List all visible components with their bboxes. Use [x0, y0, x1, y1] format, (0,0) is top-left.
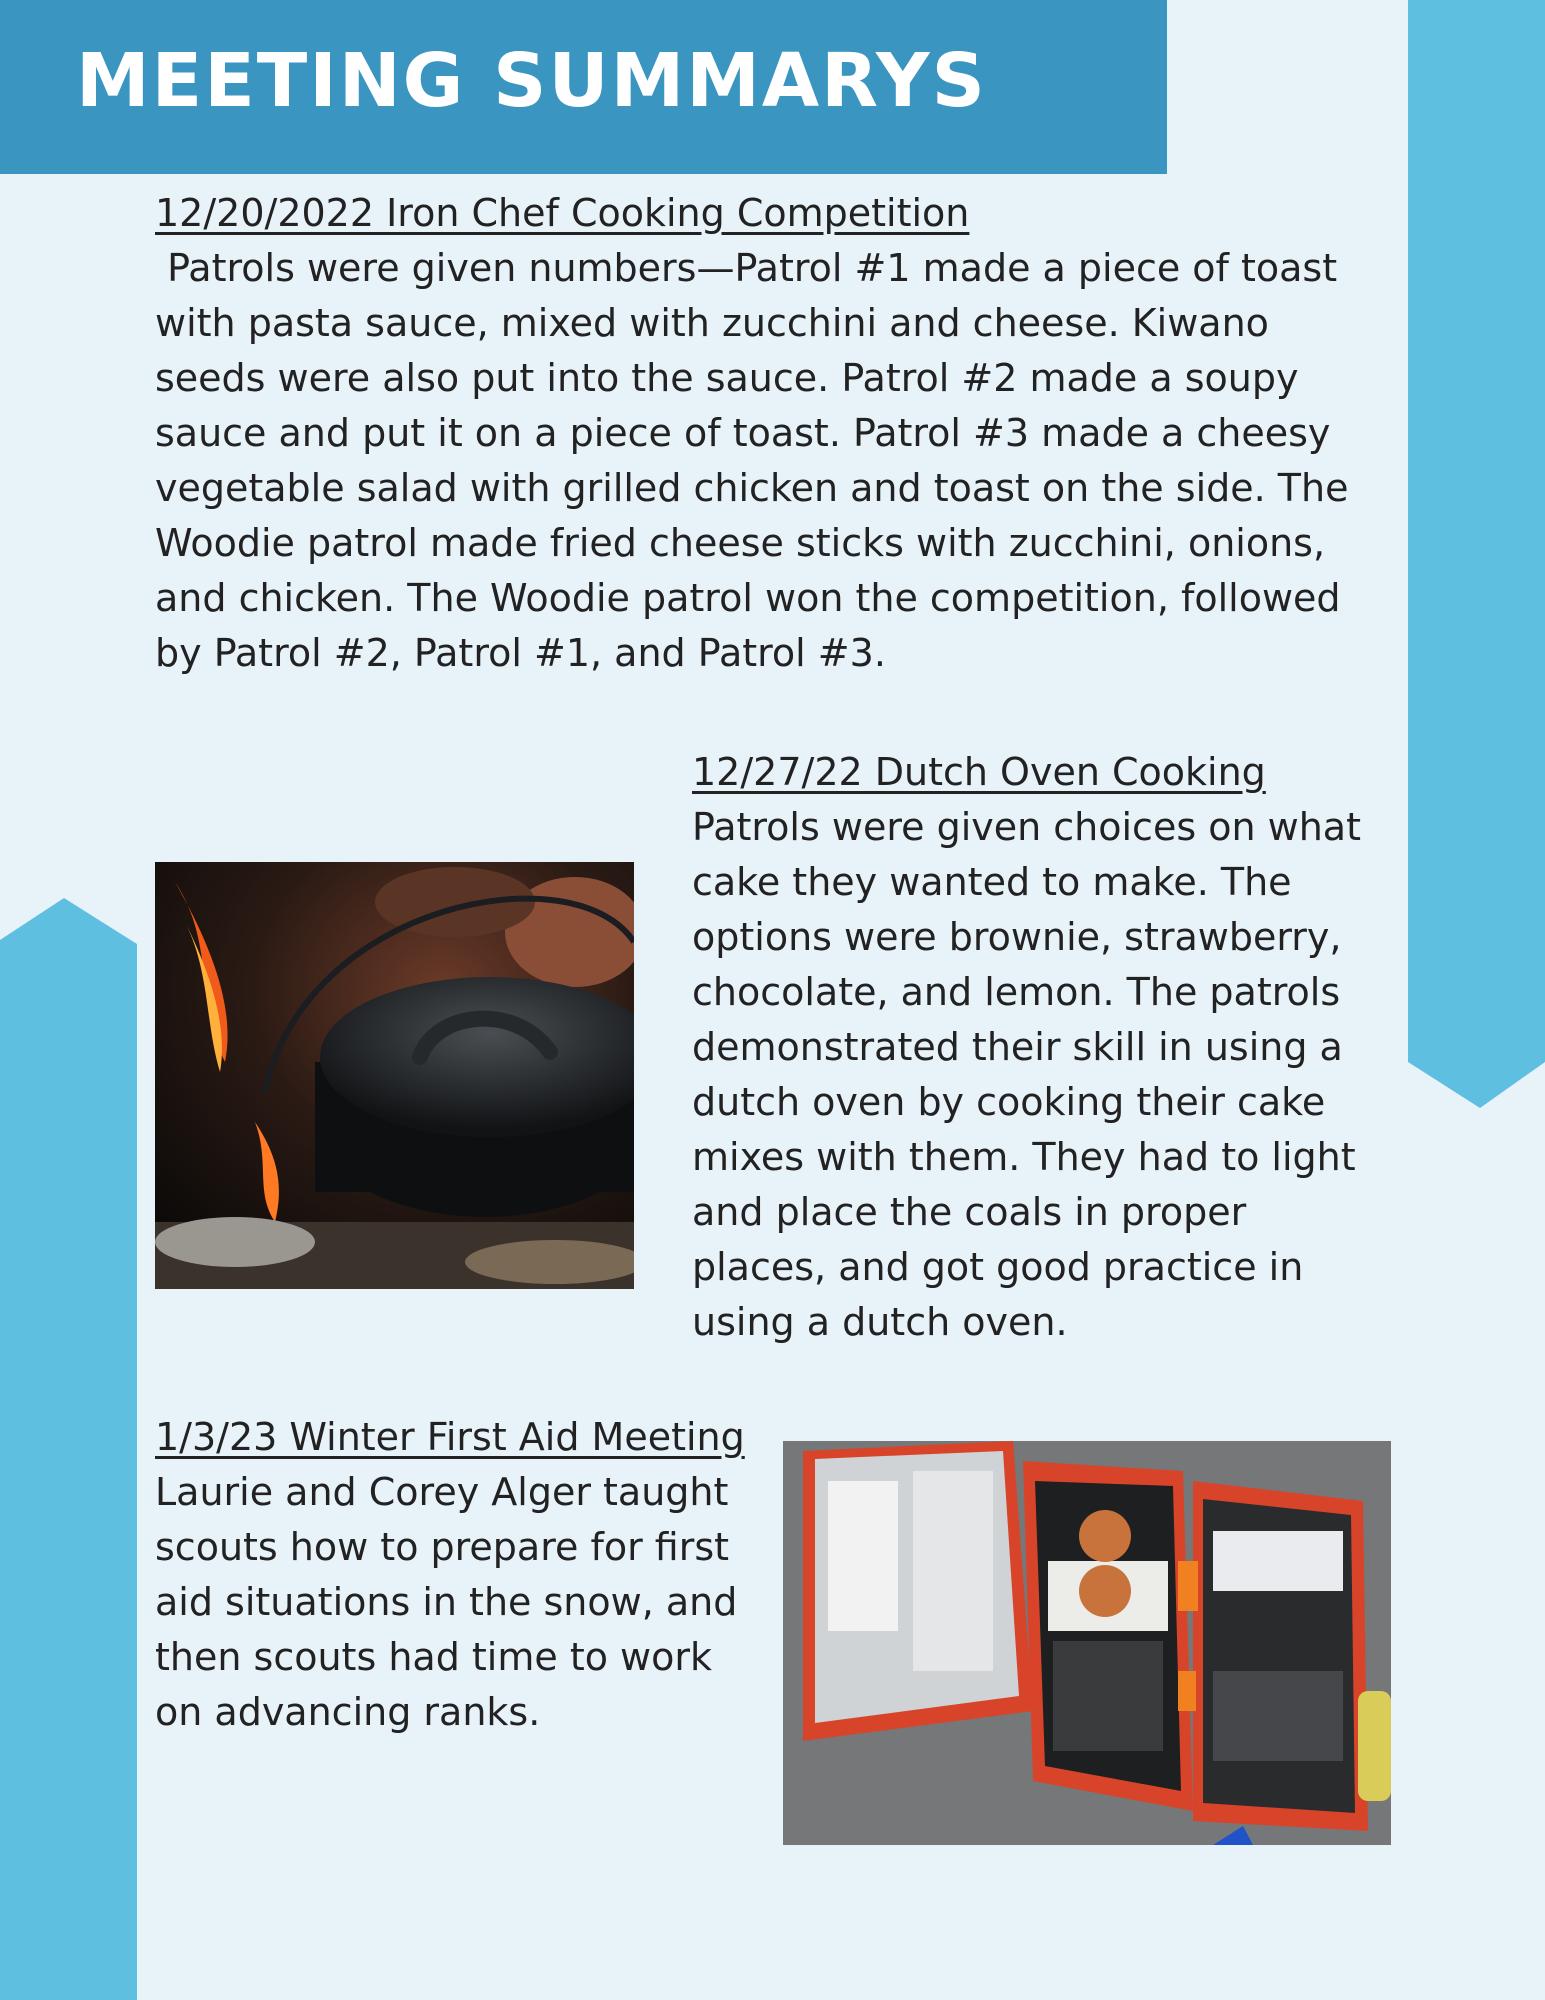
- dutch-oven-photo: [155, 862, 634, 1289]
- section-body: Patrols were given numbers—Patrol #1 made a piece of toast with pasta sauce, mixed with zucchini and cheese. Kiwano seeds were also put into the sauce. Patrol #2 made a soupy sauce and put it on a piece of toast. Patrol #3 made a cheesy vegetable salad with grilled chicken and toast on the side. The Woodie patrol made fried cheese sticks with zucchini, onions, and chicken. The Woodie patrol won the competition, followed by Patrol #2, Patrol #1, and Patrol #3.: [155, 246, 1361, 675]
- section-winter-first-aid: [155, 1410, 765, 1740]
- section-body: Patrols were given choices on what cake they wanted to make. The options were brownie, strawberry, chocolate, and lemon. The patrols demonstrated their skill in using a dutch oven by cooking their cake mixes with them. They had to light and place the coals in proper places, and got good practice in using a dutch oven.: [692, 805, 1361, 1344]
- section-heading: 12/20/2022 Iron Chef Cooking Competition: [155, 191, 970, 235]
- left-ribbon-decoration: [0, 898, 137, 2000]
- section-iron-chef: [155, 186, 1360, 681]
- first-aid-kit-photo: [783, 1441, 1391, 1845]
- section-heading: 12/27/22 Dutch Oven Cooking: [692, 750, 1266, 794]
- header-band: [0, 0, 1167, 174]
- right-ribbon-decoration: [1408, 0, 1545, 1108]
- section-dutch-oven: [692, 745, 1392, 1350]
- page-title: MEETING SUMMARYS: [76, 38, 987, 124]
- section-heading: 1/3/23 Winter First Aid Meeting: [155, 1415, 745, 1459]
- section-body: Laurie and Corey Alger taught scouts how to prepare for first aid situations in the snow, and then scouts had time to work on advancing ranks.: [155, 1470, 738, 1734]
